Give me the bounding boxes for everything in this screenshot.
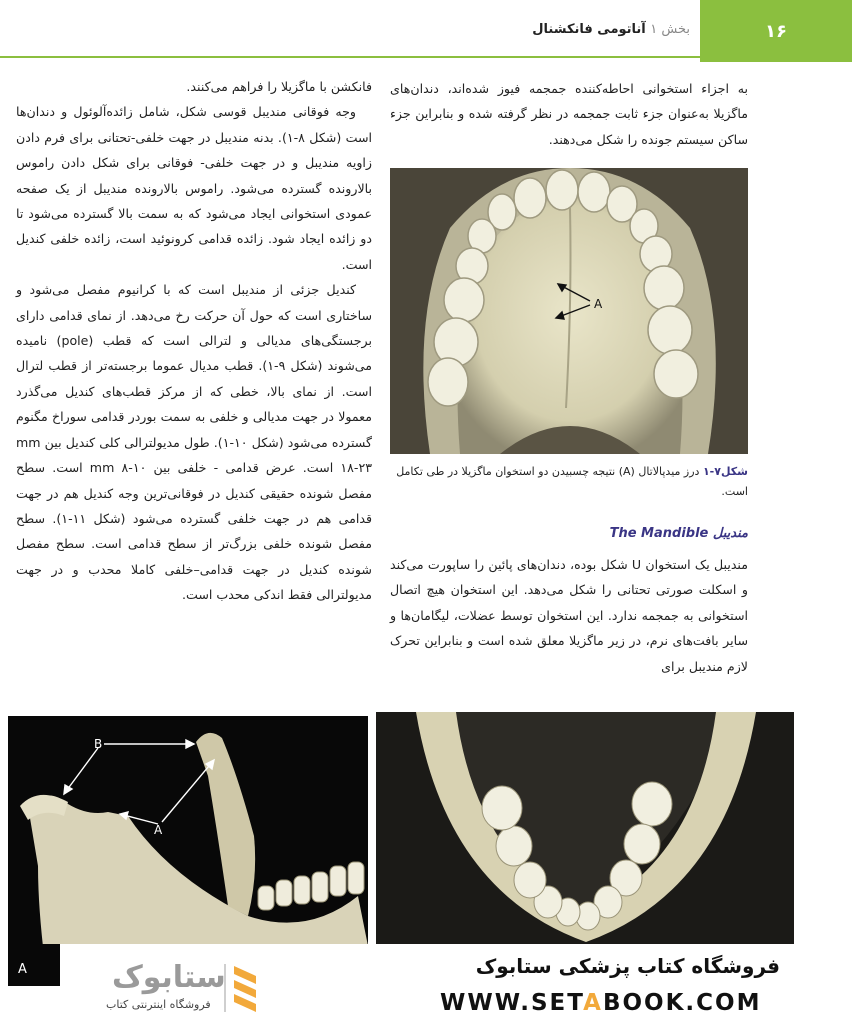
section-heading: مندیبل The Mandible: [609, 526, 748, 541]
maxilla-illustration: [390, 168, 748, 454]
figure-marker-b: B: [94, 737, 103, 751]
left-column-text: [16, 74, 372, 608]
paragraph: به اجزاء استخوانی احاطه‌کننده جمجمه فیوز شده‌اند، دندان‌های ماگزیلا به‌عنوان جزء ثابت جمجمه در نظر گرفته شده و بنابراین جزء ساکن سیستم جونده را شکل می‌دهند.: [390, 81, 748, 147]
paragraph: وجه فوقانی مندیبل قوسی شکل، شامل زائده‌آلوئول و دندان‌ها است (شکل ۸-۱). بدنه مندیبل در جهت خلفی-تحتانی برای فرم دادن زاویه مندیبل و در جهت خلفی- فوقانی برای شکل دادن راموس بالارونده گسترده می‌شود. راموس بالارونده مندیبل از یک صفحه عمودی استخوانی ایجاد می‌شود که به سمت بالا گسترده می‌شود تا دو زائده ایجاد شود. زائده قدامی کرونوئید است، زائده خلفی کندیل است.: [16, 104, 372, 272]
figure-caption: [390, 462, 748, 502]
section-prefix: بخش ۱: [650, 22, 690, 37]
mandible-occlusal-illustration: [376, 712, 794, 944]
right-column-text: [390, 76, 748, 152]
paragraph: مندیبل یک استخوان U شکل بوده، دندان‌های پائین را ساپورت می‌کند و اسکلت صورتی تحتانی را شکل می‌دهد. این استخوان هیچ اتصال استخوانی به جمجمه ندارد. این استخوان توسط عضلات، لیگامان‌ها و سایر بافت‌های نرم، در زیر ماگزیلا معلق شده است و بنابراین تحرک لازم مندیبل برای: [390, 557, 748, 674]
figure-panel-strip: [8, 944, 60, 986]
figure-marker-a: A: [154, 823, 163, 837]
url-prefix: WWW.SET: [440, 990, 584, 1016]
store-url[interactable]: [440, 990, 761, 1016]
figure-maxilla-photo: [390, 168, 748, 454]
store-name: فروشگاه کتاب پزشکی ستابوک: [475, 954, 780, 978]
paragraph: کندیل جزئی از مندیبل است که با کرانیوم مفصل می‌شود و ساختاری است که حول آن حرکت رخ می‌دهد. از نمای قدامی دارای برجستگی‌های مدیالی و لترالی است که قطب (pole) نامیده می‌شوند (شکل ۹-۱). قطب مدیال عموما برجسته‌تر از قطب لترال است. از نمای بالا، خطی که از مرکز قطب‌های کندیل می‌گذرد معمولا در جهت مدیالی و خلفی به سمت بوردر قدامی سوراخ مگنوم گسترده می‌شود (شکل ۱۰-۱). طول مدیولترالی کلی کندیل بین mm ۱۸-۲۳ است. عرض قدامی - خلفی بین mm ۸-۱۰ است. سطح مفصل شونده حقیقی کندیل در فوقانی‌ترین وجه کندیل هم در جهت قدامی هم در جهت خلفی گسترده می‌شود (شکل ۱۱-۱). سطح مفصل شونده خلفی بزرگ‌تر از سطح قدامی است. سطح مفصل شونده کندیل در جهت قدامی–خلفی کاملا محدب و در جهت مدیولترالی فقط اندکی محدب است.: [16, 282, 373, 603]
logo-subtitle: فروشگاه اینترنتی کتاب: [106, 998, 211, 1011]
url-highlight: A: [583, 990, 603, 1016]
figure-caption-text: درز میدپالاتال (A) نتیجه چسبیدن دو استخوان ماگزیلا در طی تکامل است.: [396, 465, 748, 498]
url-suffix: BOOK.COM: [602, 990, 762, 1016]
mandible-paragraph-column: [390, 552, 748, 679]
header-rule: [0, 56, 700, 58]
logo-wordmark: ستابوک: [112, 960, 226, 995]
figure-panel-label: A: [18, 962, 27, 977]
figure-label: شکل۷-۱: [702, 465, 748, 478]
figure-mandible-occlusal-photo: [376, 712, 794, 944]
page-number: ۱۶: [700, 0, 852, 62]
figure-marker-a: A: [594, 297, 603, 311]
paragraph: فانکشن با ماگزیلا را فراهم می‌کنند.: [186, 79, 372, 94]
running-header: [532, 22, 690, 37]
chapter-title: آناتومی فانکشنال: [532, 22, 646, 37]
